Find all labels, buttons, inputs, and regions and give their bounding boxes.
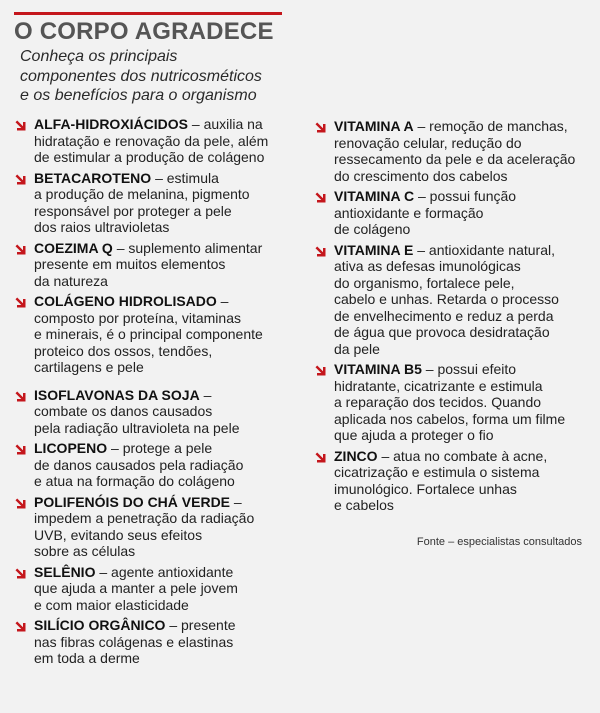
glossary-entry	[314, 118, 594, 184]
entry-line: e minerais, é o principal componente	[34, 326, 263, 342]
entry-line: aplicada nos cabelos, forma um filme	[334, 410, 566, 427]
entry-line: e atua na formação do colágeno	[34, 473, 235, 489]
entry-line: responsável por proteger a pele	[34, 202, 232, 219]
entry-line: do organismo, fortalece pele,	[334, 274, 515, 291]
entry-line: renovação celular, redução do	[334, 134, 522, 151]
glossary-entry	[14, 564, 304, 614]
entry-line: a reparação dos tecidos. Quando	[334, 394, 542, 410]
entry-description: – suplemento alimentar	[112, 239, 263, 256]
entry-term: COLÁGENO HIDROLISADO	[34, 293, 217, 309]
entry-line: sobre as células	[34, 543, 136, 559]
entry-description: – estimula	[151, 169, 219, 186]
entry-line: da natureza	[34, 272, 108, 289]
entry-term: VITAMINA C	[334, 188, 415, 204]
entry-line: imunológico. Fortalece unhas	[334, 480, 517, 497]
entry-first-line	[34, 440, 304, 457]
entry-description: – protege a pele	[107, 440, 213, 456]
arrow-down-right-icon	[14, 497, 27, 510]
subtitle-line: e os benefícios para o organismo	[20, 87, 257, 104]
arrow-down-right-icon	[14, 390, 27, 403]
entry-line: de colágeno	[334, 221, 411, 237]
entry-first-line	[34, 293, 304, 310]
entry-term: ZINCO	[334, 447, 378, 464]
entry-term: ALFA-HIDROXIÁCIDOS	[34, 116, 188, 132]
glossary-entry	[14, 440, 304, 490]
source-note: Fonte – especialistas consultados	[416, 536, 582, 548]
glossary-entry	[14, 494, 304, 560]
entry-line: e com maior elasticidade	[34, 596, 189, 613]
entry-line: antioxidante e formação	[334, 204, 484, 221]
entry-term: POLIFENÓIS DO CHÁ VERDE	[34, 493, 231, 510]
entry-line: de estimular a produção de colágeno	[34, 149, 265, 165]
entry-line: que ajuda a proteger o fio	[334, 427, 494, 443]
entry-line: combate os danos causados	[34, 403, 213, 419]
entry-line: impedem a penetração da radiação	[34, 510, 255, 526]
entry-line: hidratação e renovação da pele, além	[34, 132, 269, 149]
entry-line: hidratante, cicatrizante e estimula	[334, 377, 543, 394]
page-title: O CORPO AGRADECE	[14, 18, 274, 45]
entry-line: ressecamento da pele e da aceleração	[334, 151, 576, 167]
arrow-down-right-icon	[314, 191, 327, 204]
entry-first-line	[334, 448, 594, 465]
entry-description: – possui função	[414, 188, 517, 204]
entry-line: e cabelos	[334, 497, 394, 513]
entry-description: – atua no combate à acne,	[377, 447, 548, 464]
subtitle-line: Conheça os principais	[20, 48, 178, 65]
glossary-entry	[314, 361, 594, 444]
entry-first-line	[34, 116, 304, 133]
glossary-entry	[314, 448, 594, 514]
entry-term: VITAMINA B5	[334, 361, 422, 377]
entry-term: VITAMINA E	[334, 241, 414, 258]
entry-first-line	[334, 188, 594, 205]
arrow-down-right-icon	[14, 296, 27, 309]
arrow-down-right-icon	[14, 119, 27, 132]
entry-description: – agente antioxidante	[95, 563, 234, 580]
entry-first-line	[34, 564, 304, 581]
arrow-down-right-icon	[14, 243, 27, 256]
glossary-entry	[14, 170, 304, 236]
left-column	[14, 116, 304, 667]
arrow-down-right-icon	[14, 443, 27, 456]
arrow-down-right-icon	[14, 620, 27, 633]
entry-term: SILÍCIO ORGÂNICO	[34, 617, 166, 633]
right-column	[314, 118, 594, 514]
entry-line: nas fibras colágenas e elastinas	[34, 633, 234, 650]
entry-description: – presente	[165, 617, 236, 633]
glossary-entry	[314, 242, 594, 358]
entry-line: composto por proteína, vitaminas	[34, 309, 241, 326]
arrow-down-right-icon	[314, 121, 327, 134]
entry-line: em toda a derme	[34, 650, 140, 666]
entry-term: ISOFLAVONAS DA SOJA	[34, 386, 200, 403]
entry-term: COEZIMA Q	[34, 239, 113, 256]
entry-description: –	[199, 386, 212, 403]
entry-line: cicatrização e estimula o sistema	[334, 464, 540, 480]
glossary-entry	[14, 293, 304, 376]
entry-line: da pele	[334, 340, 380, 357]
title-rule	[14, 12, 282, 15]
entry-first-line	[34, 387, 304, 404]
entry-line: de envelhecimento e reduz a perda	[334, 307, 554, 324]
entry-first-line	[334, 118, 594, 135]
entry-description: –	[216, 293, 229, 309]
arrow-down-right-icon	[314, 245, 327, 258]
entry-term: LICOPENO	[34, 440, 108, 456]
entry-line: proteico dos ossos, tendões,	[34, 342, 213, 359]
entry-first-line	[34, 170, 304, 187]
entry-line: a produção de melanina, pigmento	[34, 186, 250, 202]
entry-description: – auxilia na	[188, 116, 263, 132]
entry-description: – antioxidante natural,	[413, 241, 555, 258]
page-subtitle	[20, 47, 310, 106]
entry-first-line	[34, 494, 304, 511]
entry-line: ativa as defesas imunológicas	[334, 258, 521, 274]
entry-line: pela radiação ultravioleta na pele	[34, 419, 240, 436]
entry-line: presente em muitos elementos	[34, 256, 226, 272]
entry-term: VITAMINA A	[334, 118, 414, 134]
entry-line: de água que provoca desidratação	[334, 324, 550, 340]
arrow-down-right-icon	[14, 567, 27, 580]
entry-description: – remoção de manchas,	[413, 118, 568, 134]
entry-line: de danos causados pela radiação	[34, 456, 244, 473]
arrow-down-right-icon	[314, 364, 327, 377]
glossary-entry	[14, 116, 304, 166]
entry-line: dos raios ultravioletas	[34, 219, 170, 235]
subtitle-line: componentes dos nutricosméticos	[20, 67, 262, 85]
glossary-entry	[14, 617, 304, 667]
entry-first-line	[34, 617, 304, 634]
entry-line: do crescimento dos cabelos	[334, 167, 508, 184]
arrow-down-right-icon	[14, 173, 27, 186]
entry-description: – possui efeito	[421, 361, 517, 377]
glossary-entry	[14, 240, 304, 290]
arrow-down-right-icon	[314, 451, 327, 464]
entry-line: que ajuda a manter a pele jovem	[34, 580, 238, 596]
glossary-entry	[14, 387, 304, 437]
entry-line: UVB, evitando seus efeitos	[34, 526, 203, 543]
entry-description: –	[230, 493, 242, 510]
entry-first-line	[34, 240, 304, 257]
entry-line: cabelo e unhas. Retarda o processo	[334, 291, 559, 307]
glossary-entry	[314, 188, 594, 238]
entry-term: BETACAROTENO	[34, 169, 152, 186]
entry-first-line	[334, 242, 594, 259]
entry-term: SELÊNIO	[34, 563, 96, 580]
entry-line: cartilagens e pele	[34, 359, 144, 375]
entry-first-line	[334, 361, 594, 378]
